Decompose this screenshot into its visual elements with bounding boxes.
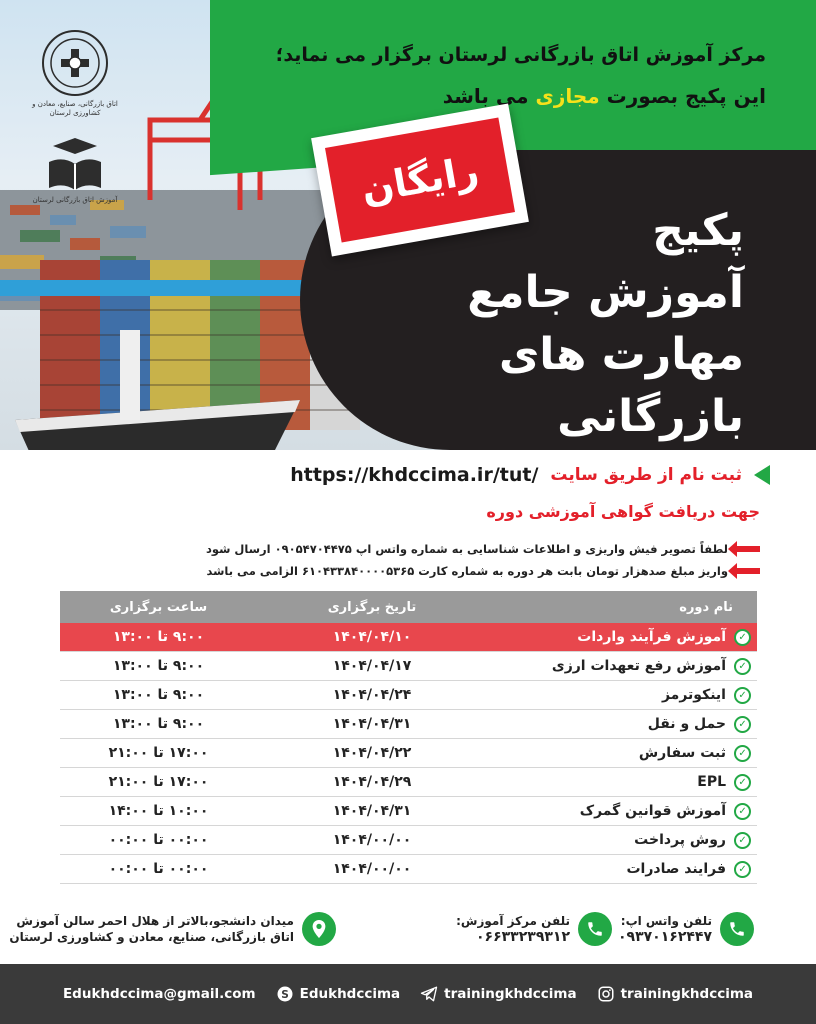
check-circle-icon: ✓ bbox=[734, 687, 751, 704]
date-cell: ۱۴۰۴/۰۴/۲۴ bbox=[332, 687, 412, 703]
date-cell: ۱۴۰۴/۰۴/۲۲ bbox=[332, 745, 412, 761]
arrow-left-icon bbox=[754, 465, 770, 485]
note-text: لطفاً تصویر فیش واریزی و اطلاعات شناسایی به شماره واتس اپ ۰۹۰۵۴۷۰۴۴۷۵ ارسال شود bbox=[205, 542, 728, 556]
course-cell bbox=[487, 832, 757, 849]
course-name: آموزش فرآیند واردات bbox=[577, 629, 726, 645]
date-cell: ۱۴۰۴/۰۴/۳۱ bbox=[332, 716, 412, 732]
training-book-icon bbox=[45, 132, 105, 194]
table-row bbox=[60, 855, 757, 884]
header-date: تاریخ برگزاری bbox=[327, 599, 417, 615]
virtual-note-prefix: این پکیج بصورت bbox=[606, 84, 766, 108]
table-header bbox=[60, 591, 757, 623]
svg-text:S: S bbox=[280, 988, 289, 1001]
time-cell: ۰۰:۰۰ تا ۰۰:۰۰ bbox=[108, 861, 209, 877]
course-cell bbox=[487, 774, 757, 791]
time-cell: ۱۰:۰۰ تا ۱۴:۰۰ bbox=[108, 803, 209, 819]
registration-url[interactable]: https://khdccima.ir/tut/ bbox=[290, 464, 539, 486]
check-circle-icon: ✓ bbox=[734, 745, 751, 762]
check-circle-icon: ✓ bbox=[734, 832, 751, 849]
course-cell bbox=[487, 745, 757, 762]
check-circle-icon: ✓ bbox=[734, 774, 751, 791]
course-name: اینکوترمز bbox=[661, 687, 726, 703]
address-text bbox=[9, 913, 294, 945]
telegram-handle[interactable]: trainingkhdccima bbox=[444, 986, 577, 1002]
title-line-3: مهارت های بازرگانی bbox=[498, 329, 744, 442]
center-contact bbox=[456, 912, 612, 946]
arrow-left-icon bbox=[736, 568, 760, 574]
time-cell: ۹:۰۰ تا ۱۳:۰۰ bbox=[112, 687, 205, 703]
footer-bar bbox=[0, 964, 816, 1024]
course-name: روش پرداخت bbox=[634, 832, 726, 848]
course-name: آموزش قوانین گمرک bbox=[579, 803, 726, 819]
time-cell: ۹:۰۰ تا ۱۳:۰۰ bbox=[112, 629, 205, 645]
certificate-line: جهت دریافت گواهی آموزشی دوره bbox=[486, 502, 760, 521]
note-text: واریز مبلغ صدهزار تومان بابت هر دوره به شماره کارت ۶۱۰۴۳۳۸۴۰۰۰۰۵۳۶۵ الزامی می باشد bbox=[206, 564, 728, 578]
time-cell: ۱۷:۰۰ تا ۲۱:۰۰ bbox=[108, 745, 209, 761]
course-schedule-table bbox=[60, 591, 757, 884]
chamber-logo-caption: اتاق بازرگانی، صنایع، معادن و کشاورزی لرستان bbox=[32, 100, 118, 117]
whatsapp-contact bbox=[618, 912, 754, 946]
hero-banner bbox=[0, 0, 816, 450]
table-row bbox=[60, 652, 757, 681]
date-cell: ۱۴۰۴/۰۰/۰۰ bbox=[332, 861, 412, 877]
header-time: ساعت برگزاری bbox=[109, 599, 208, 615]
skype-handle[interactable]: Edukhdccima bbox=[299, 986, 401, 1002]
table-row bbox=[60, 710, 757, 739]
check-circle-icon: ✓ bbox=[734, 716, 751, 733]
phone-icon bbox=[720, 912, 754, 946]
footer-email[interactable] bbox=[63, 986, 256, 1002]
title-line-1: پکیج bbox=[652, 205, 744, 256]
header-course-name: نام دوره bbox=[679, 599, 733, 615]
check-circle-icon: ✓ bbox=[734, 861, 751, 878]
instagram-icon bbox=[597, 985, 615, 1003]
date-cell: ۱۴۰۴/۰۰/۰۰ bbox=[332, 832, 412, 848]
course-cell bbox=[487, 803, 757, 820]
phone-icon bbox=[578, 912, 612, 946]
email-address[interactable]: Edukhdccima@gmail.com bbox=[62, 986, 256, 1002]
course-cell bbox=[487, 716, 757, 733]
logo-group bbox=[30, 28, 120, 228]
arrow-left-icon bbox=[736, 546, 760, 552]
note-row bbox=[200, 539, 760, 559]
course-cell bbox=[487, 629, 757, 646]
footer-instagram[interactable] bbox=[597, 985, 753, 1003]
course-name: حمل و نقل bbox=[647, 716, 726, 732]
instagram-handle[interactable]: trainingkhdccima bbox=[620, 986, 754, 1002]
time-cell: ۰۰:۰۰ تا ۰۰:۰۰ bbox=[108, 832, 209, 848]
skype-icon bbox=[276, 985, 294, 1003]
date-cell: ۱۴۰۴/۰۴/۱۷ bbox=[332, 658, 412, 674]
center-number[interactable]: ۰۶۶۳۳۲۳۹۳۱۲ bbox=[476, 929, 570, 945]
address-line-2: اتاق بازرگانی، صنایع، معادن و کشاورزی لرستان bbox=[9, 930, 294, 944]
time-cell: ۱۷:۰۰ تا ۲۱:۰۰ bbox=[108, 774, 209, 790]
address-line-1: میدان دانشجو،بالاتر از هلال احمر سالن آموزش bbox=[16, 914, 294, 928]
course-name: ثبت سفارش bbox=[638, 745, 726, 761]
table-row bbox=[60, 739, 757, 768]
check-circle-icon: ✓ bbox=[734, 629, 751, 646]
footer-skype[interactable] bbox=[276, 985, 401, 1003]
telegram-icon bbox=[420, 985, 438, 1003]
location-pin-icon bbox=[302, 912, 336, 946]
table-row bbox=[60, 826, 757, 855]
date-cell: ۱۴۰۴/۰۴/۲۹ bbox=[332, 774, 412, 790]
free-badge-text: رایگان bbox=[358, 148, 482, 212]
table-row bbox=[60, 623, 757, 652]
course-cell bbox=[487, 658, 757, 675]
table-row bbox=[60, 797, 757, 826]
check-circle-icon: ✓ bbox=[734, 658, 751, 675]
organizer-line: مرکز آموزش اتاق بازرگانی لرستان برگزار می نماید؛ bbox=[275, 44, 766, 66]
date-cell: ۱۴۰۴/۰۴/۱۰ bbox=[332, 629, 412, 645]
center-text bbox=[456, 913, 570, 945]
date-cell: ۱۴۰۴/۰۴/۳۱ bbox=[332, 803, 412, 819]
table-row bbox=[60, 681, 757, 710]
course-name: EPL bbox=[697, 774, 726, 790]
virtual-note-suffix: می باشد bbox=[442, 84, 529, 108]
footer-telegram[interactable] bbox=[420, 985, 576, 1003]
chamber-seal-icon bbox=[40, 28, 110, 98]
time-cell: ۹:۰۰ تا ۱۳:۰۰ bbox=[112, 658, 205, 674]
address-contact bbox=[9, 912, 336, 946]
course-cell bbox=[487, 861, 757, 878]
virtual-note-line bbox=[206, 84, 766, 108]
registration-label: ثبت نام از طریق سایت bbox=[550, 465, 742, 485]
whatsapp-text bbox=[618, 913, 712, 945]
note-row bbox=[200, 561, 760, 581]
virtual-highlight: مجازی bbox=[535, 84, 600, 108]
whatsapp-number[interactable]: ۰۹۳۷۰۱۶۲۴۴۷ bbox=[618, 929, 712, 945]
table-row bbox=[60, 768, 757, 797]
registration-row bbox=[250, 460, 770, 490]
title-line-2: آموزش جامع bbox=[467, 267, 744, 318]
course-cell bbox=[487, 687, 757, 704]
course-name: فرایند صادرات bbox=[626, 861, 726, 877]
training-logo-caption: آموزش اتاق بازرگانی لرستان bbox=[32, 196, 118, 204]
time-cell: ۹:۰۰ تا ۱۳:۰۰ bbox=[112, 716, 205, 732]
package-title bbox=[324, 200, 744, 448]
check-circle-icon: ✓ bbox=[734, 803, 751, 820]
center-label: تلفن مرکز آموزش: bbox=[456, 914, 570, 928]
course-name: آموزش رفع تعهدات ارزی bbox=[551, 658, 726, 674]
whatsapp-label: تلفن واتس اپ: bbox=[620, 914, 712, 928]
